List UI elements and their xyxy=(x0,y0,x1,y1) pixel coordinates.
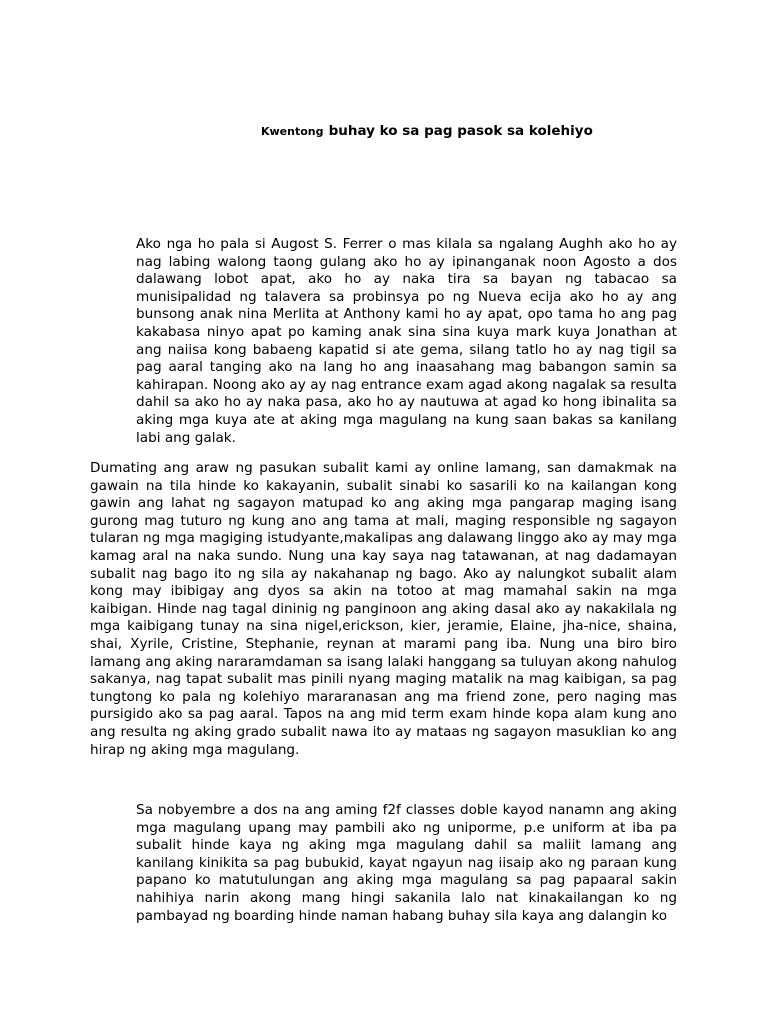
paragraph-intro: Ako nga ho pala si Augost S. Ferrer o mas kilala sa ngalang Aughh ako ho ay nag labing walong taong gulang ako ho ay ipinanganak noon Agosto a dos dalawang lobot apat, ako ho ay naka tira sa bayan ng tabacao sa munisipalidad ng talavera sa probinsya po ng Nueva ecija ako ho ay ang bunsong anak nina Merlita at Anthony kami ho ay apat, opo tama ho ang pag kakabasa ninyo apat po kaming anak sina sina kuya mark kuya Jonathan at ang naiisa kong babaeng kapatid si ate gema, silang tatlo ho ay nag tigil sa pag aaral tanging ako na lang ho ang inaasahang mag babangon samin sa kahirapan. Noong ako ay ay nag entrance exam agad akong nagalak sa resulta dahil sa ako ho ay naka pasa, ako ho ay nautuwa at agad ko hong ibinalita sa aking mga kuya ate at aking mga magulang na kung saan bakas sa kanilang labi ang galak. xyxy=(136,236,677,446)
paragraph-school-start: Dumating ang araw ng pasukan subalit kami ay online lamang, san damakmak na gawain na tila hinde ko kakayanin, subalit sinabi ko sasarili ko na kailangan kong gawin ang lahat ng sagayon matupad ko ang aking mga pangarap maging isang gurong mag tuturo ng kung ano ang tama at mali, maging responsible ng sagayon tularan ng mga magiging istudyante,makalipas ang dalawang linggo ako ay may mga kamag aral na naka sundo. Nung una kay saya nag tatawanan, at nag dadamayan subalit nag bago ito ng sila ay nakahanap ng bago. Ako ay nalungkot subalit alam kong may ibibigay ang dyos sa akin na totoo at mag mamahal sakin na mga kaibigan. Hinde nag tagal dininig ng panginoon ang aking dasal ako ay nakakilala ng mga kaibigang tunay na sina nigel,erickson, kier, jeramie, Elaine, jha-nice, shaina, shai, Xyrile, Cristine, Stephanie, reynan at marami pang iba. Nung una biro biro lamang ang aking nararamdaman sa isang lalaki hanggang sa tuluyan akong nahulog sakanya, nag tapat subalit mas pinili nyang maging matalik na mag kaibigan, sa pag tungtong ko pala ng kolehiyo mararanasan ang ma friend zone, pero naging mas pursigido ako sa pag aaral. Tapos na ang mid term exam hinde kopa alam kung ano ang resulta ng aking grado subalit nawa ito ay mataas ng sagayon masuklian ko ang hirap ng aking mga magulang. xyxy=(90,460,677,758)
document-title xyxy=(261,120,593,139)
paragraph-f2f-classes: Sa nobyembre a dos na ang aming f2f classes doble kayod nanamn ang aking mga magulang upang may pambili ako ng uniporme, p.e uniform at iba pa subalit hinde kaya ng aking mga magulang dahil sa maliit lamang ang kanilang kinikita sa pag bubukid, kayat ngayun nag iisaip ako ng paraan kung papano ko matutulungan ang aking mga magulang sa pag papaaral sakin nahihiya narin akong mang hingi sakanila lalo nat kinakailangan ko ng pambayad ng boarding hinde naman habang buhay sila kaya ang dalangin ko xyxy=(136,802,677,924)
title-main: buhay ko sa pag pasok sa kolehiyo xyxy=(328,123,593,139)
title-prefix: Kwentong xyxy=(261,125,324,138)
